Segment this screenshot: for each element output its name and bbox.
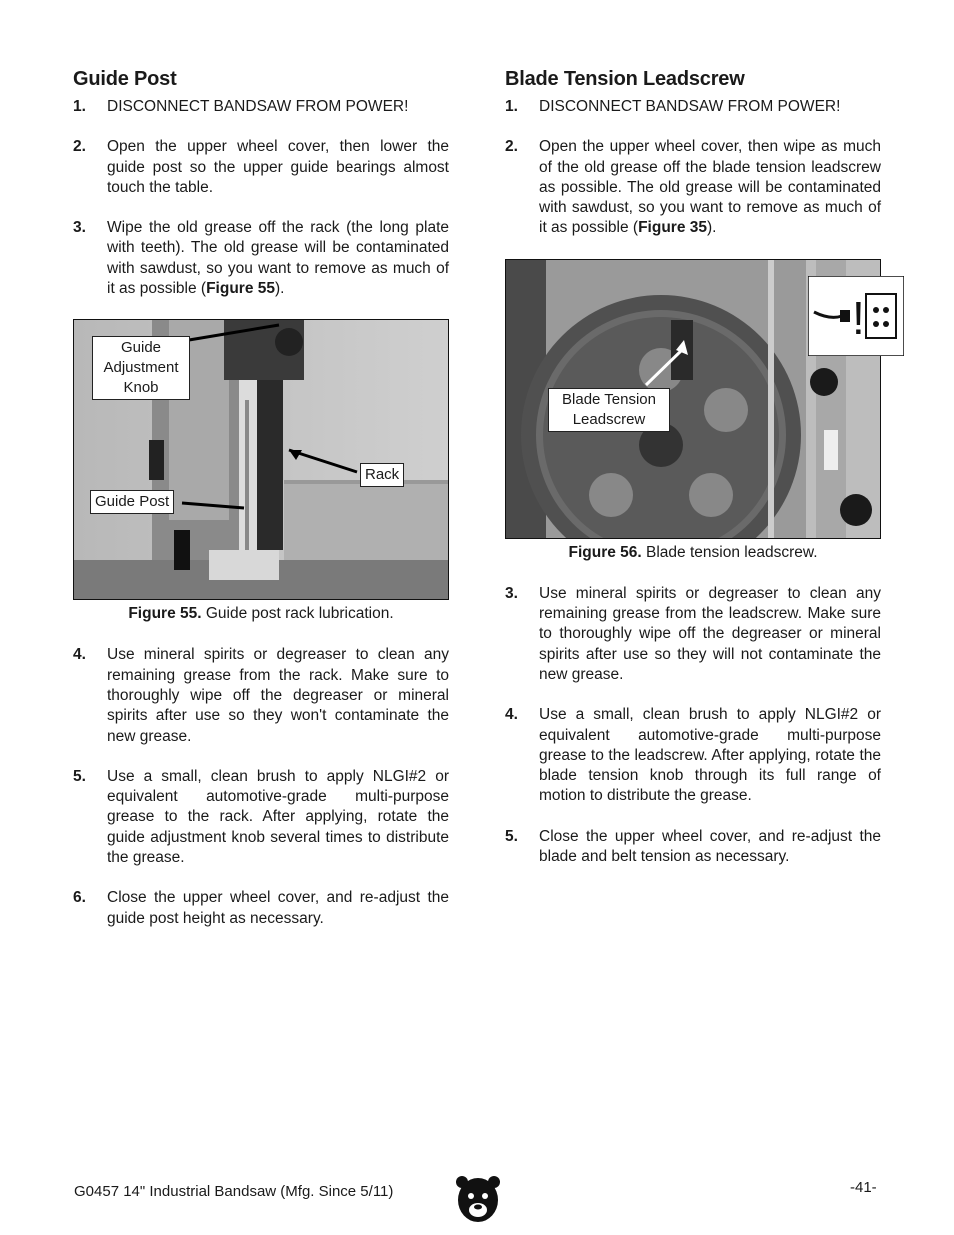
unplug-warning-icon	[808, 276, 904, 356]
guide-post-callout: Guide Post	[90, 490, 174, 514]
step-text: Open the upper wheel cover, then wipe as much of the old grease off the blade tension leadscrew as possible. The old grease will be contaminated with sawdust, so you want to remove as much of it as possible (Figure 35).	[539, 138, 881, 237]
step-number: 5.	[505, 827, 518, 845]
figure-55-photo	[73, 319, 449, 600]
step-item	[73, 645, 449, 746]
guide-post-heading: Guide Post	[73, 68, 177, 90]
step-item	[73, 767, 449, 868]
svg-text:!: !	[852, 292, 865, 344]
figure-55-caption: Figure 55. Guide post rack lubrication.	[128, 605, 394, 623]
step-number: 1.	[73, 98, 86, 115]
step-text: Use mineral spirits or degreaser to clean any remaining grease from the rack. Make sure to thoroughly wipe off the degreaser or mineral spirits after use so they won't contaminate the new grease.	[107, 646, 449, 745]
figure-reference: Figure 35	[638, 219, 707, 237]
step-number: 4.	[505, 706, 518, 724]
step-number: 2.	[505, 138, 518, 156]
step-text: DISCONNECT BANDSAW FROM POWER!	[539, 98, 841, 115]
step-item	[73, 137, 449, 198]
step-item	[73, 888, 449, 929]
step-number: 3.	[73, 219, 86, 237]
step-text: Open the upper wheel cover, then lower the guide post so the upper guide bearings almost touch the table.	[107, 138, 449, 196]
step-text: Close the upper wheel cover, and re-adjust the guide post height as necessary.	[107, 889, 449, 927]
figure-reference: Figure 55	[206, 280, 275, 298]
step-number: 2.	[73, 138, 86, 156]
blade-tension-leadscrew-callout: Blade Tension Leadscrew	[548, 388, 670, 432]
guide-post-section	[73, 68, 449, 949]
step-number: 6.	[73, 889, 86, 907]
step-item	[505, 584, 881, 685]
step-text: Close the upper wheel cover, and re-adjust the blade and belt tension as necessary.	[539, 827, 881, 866]
step-item	[73, 97, 449, 117]
rack-callout: Rack	[360, 463, 404, 487]
step-item	[73, 218, 449, 299]
step-item	[505, 705, 881, 806]
step-text: Use mineral spirits or degreaser to clean any remaining grease from the leadscrew. Make sure to thoroughly wipe off the degreaser or mineral spirits after use so they will not contaminate the new grease.	[539, 584, 881, 683]
guide-adjustment-knob-callout: Guide Adjustment Knob	[92, 336, 190, 400]
step-item	[505, 97, 881, 117]
step-item	[505, 827, 881, 868]
step-text: Use a small, clean brush to apply NLGI#2 or equivalent automotive-grade multi-purpose grease to the rack. After applying, rotate the guide adjustment knob several times to distribute the grease.	[107, 767, 449, 867]
blade-tension-heading: Blade Tension Leadscrew	[505, 68, 745, 90]
step-text: Use a small, clean brush to apply NLGI#2 or equivalent automotive-grade multi-purpose grease to the leadscrew. After applying, rotate the blade tension knob through its full range of motion to distribute the grease.	[539, 706, 881, 805]
step-number: 3.	[505, 584, 518, 602]
step-number: 5.	[73, 767, 86, 785]
step-number: 1.	[505, 98, 518, 115]
footer-manual-title: G0457 14" Industrial Bandsaw (Mfg. Since 5/11)	[74, 1183, 394, 1200]
step-number: 4.	[73, 646, 86, 664]
page-number: -41-	[850, 1179, 877, 1196]
step-text: Wipe the old grease off the rack (the long plate with teeth). The old grease will be contaminated with sawdust, so you want to remove as much of it as possible (Figure 55).	[107, 219, 449, 298]
blade-tension-section	[505, 68, 881, 887]
figure-56-caption: Figure 56. Blade tension leadscrew.	[568, 543, 818, 561]
step-item	[505, 137, 881, 238]
grizzly-bear-logo-icon	[456, 1174, 500, 1224]
step-text: DISCONNECT BANDSAW FROM POWER!	[107, 98, 409, 115]
